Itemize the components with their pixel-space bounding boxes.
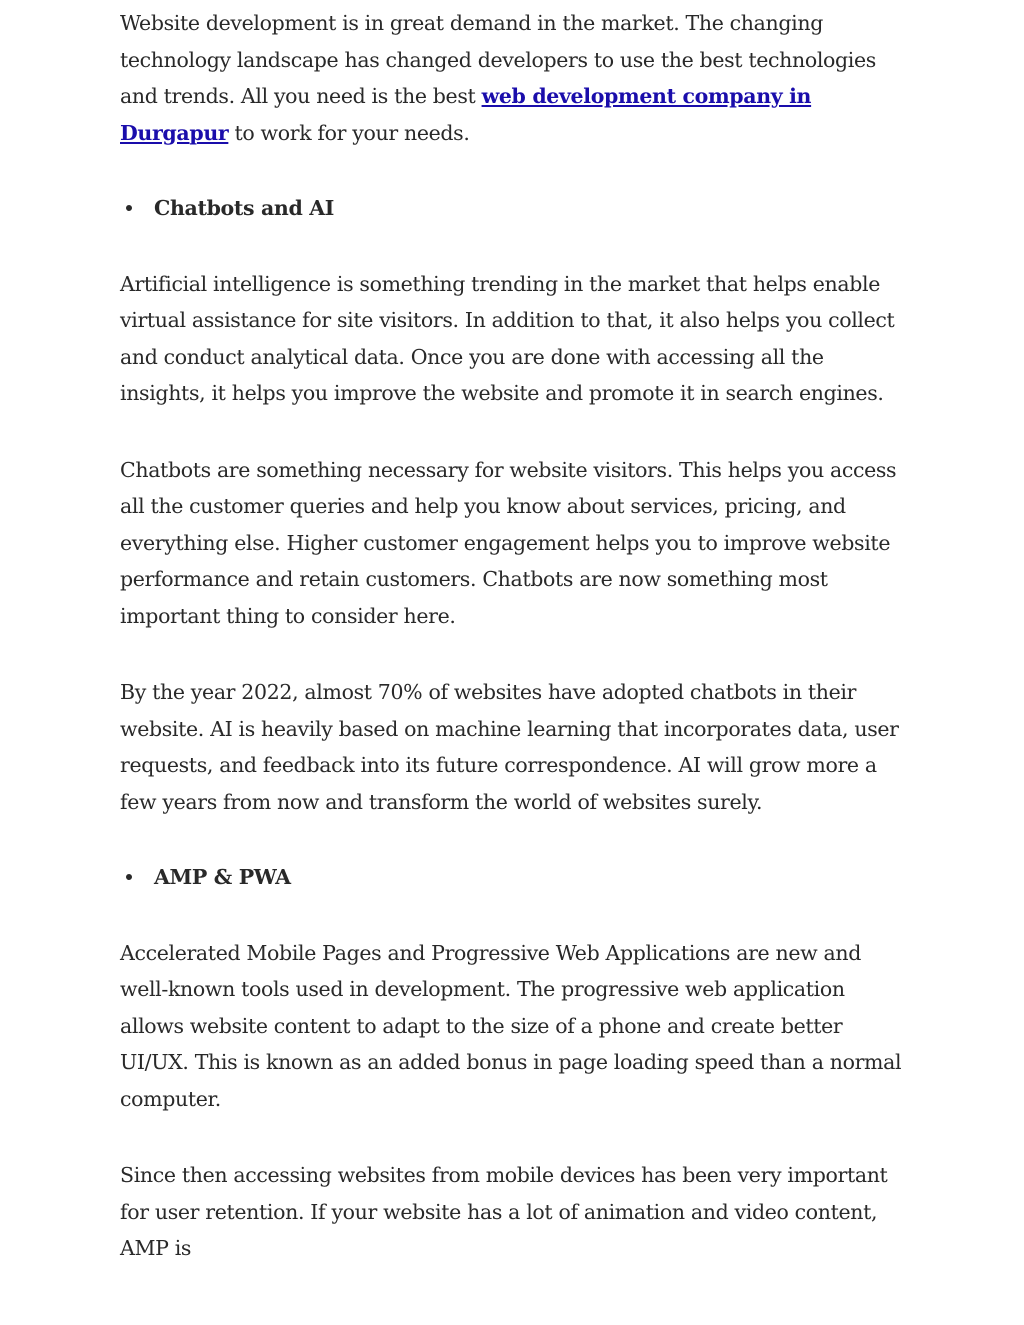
paragraph-ai-intro: Artificial intelligence is something trending in the market that helps enable virtual assistance for site visitors. In addition to that, it also helps you collect and conduct analytical data. Once you are done with accessing all the insights, it helps you improve the website and promote it in search engines. bbox=[120, 271, 895, 405]
section-heading-amp-pwa: AMP & PWA bbox=[120, 859, 910, 896]
web-development-company-link[interactable]: web development company in Durgapur bbox=[120, 84, 812, 145]
intro-text-before-link: Website development is in great demand in the market. The changing technology landscape has changed developers to use the best technologies and trends. All you need is the best bbox=[120, 11, 876, 108]
section-heading-chatbots-ai: Chatbots and AI bbox=[120, 190, 910, 227]
paragraph-chatbots-necessary: Chatbots are something necessary for website visitors. This helps you access all the customer queries and help you know about services, pricing, and everything else. Higher customer engagement helps you to improve website performance and retain customers. Chatbots are now something most important thing to consider here. bbox=[120, 457, 897, 628]
section-heading-list bbox=[120, 190, 910, 227]
article-body bbox=[120, 5, 910, 1267]
paragraph-chatbots-2022: By the year 2022, almost 70% of websites have adopted chatbots in their website. AI is heavily based on machine learning that incorporates data, user requests, and feedback into its future correspondence. AI will grow more a few years from now and transform the world of websites surely. bbox=[120, 680, 899, 814]
section-heading-list bbox=[120, 859, 910, 896]
intro-paragraph bbox=[120, 5, 910, 151]
bullet-dot-icon bbox=[126, 874, 132, 880]
bullet-dot-icon bbox=[126, 205, 132, 211]
intro-text-after-link: to work for your needs. bbox=[228, 120, 470, 145]
paragraph-mobile-retention: Since then accessing websites from mobile devices has been very important for user retention. If your website has a lot of animation and video content, AMP is bbox=[120, 1163, 888, 1260]
paragraph-amp-pwa-intro: Accelerated Mobile Pages and Progressive Web Applications are new and well-known tools used in development. The progressive web application allows website content to adapt to the size of a phone and create better UI/UX. This is known as an added bonus in page loading speed than a normal computer. bbox=[120, 940, 902, 1111]
